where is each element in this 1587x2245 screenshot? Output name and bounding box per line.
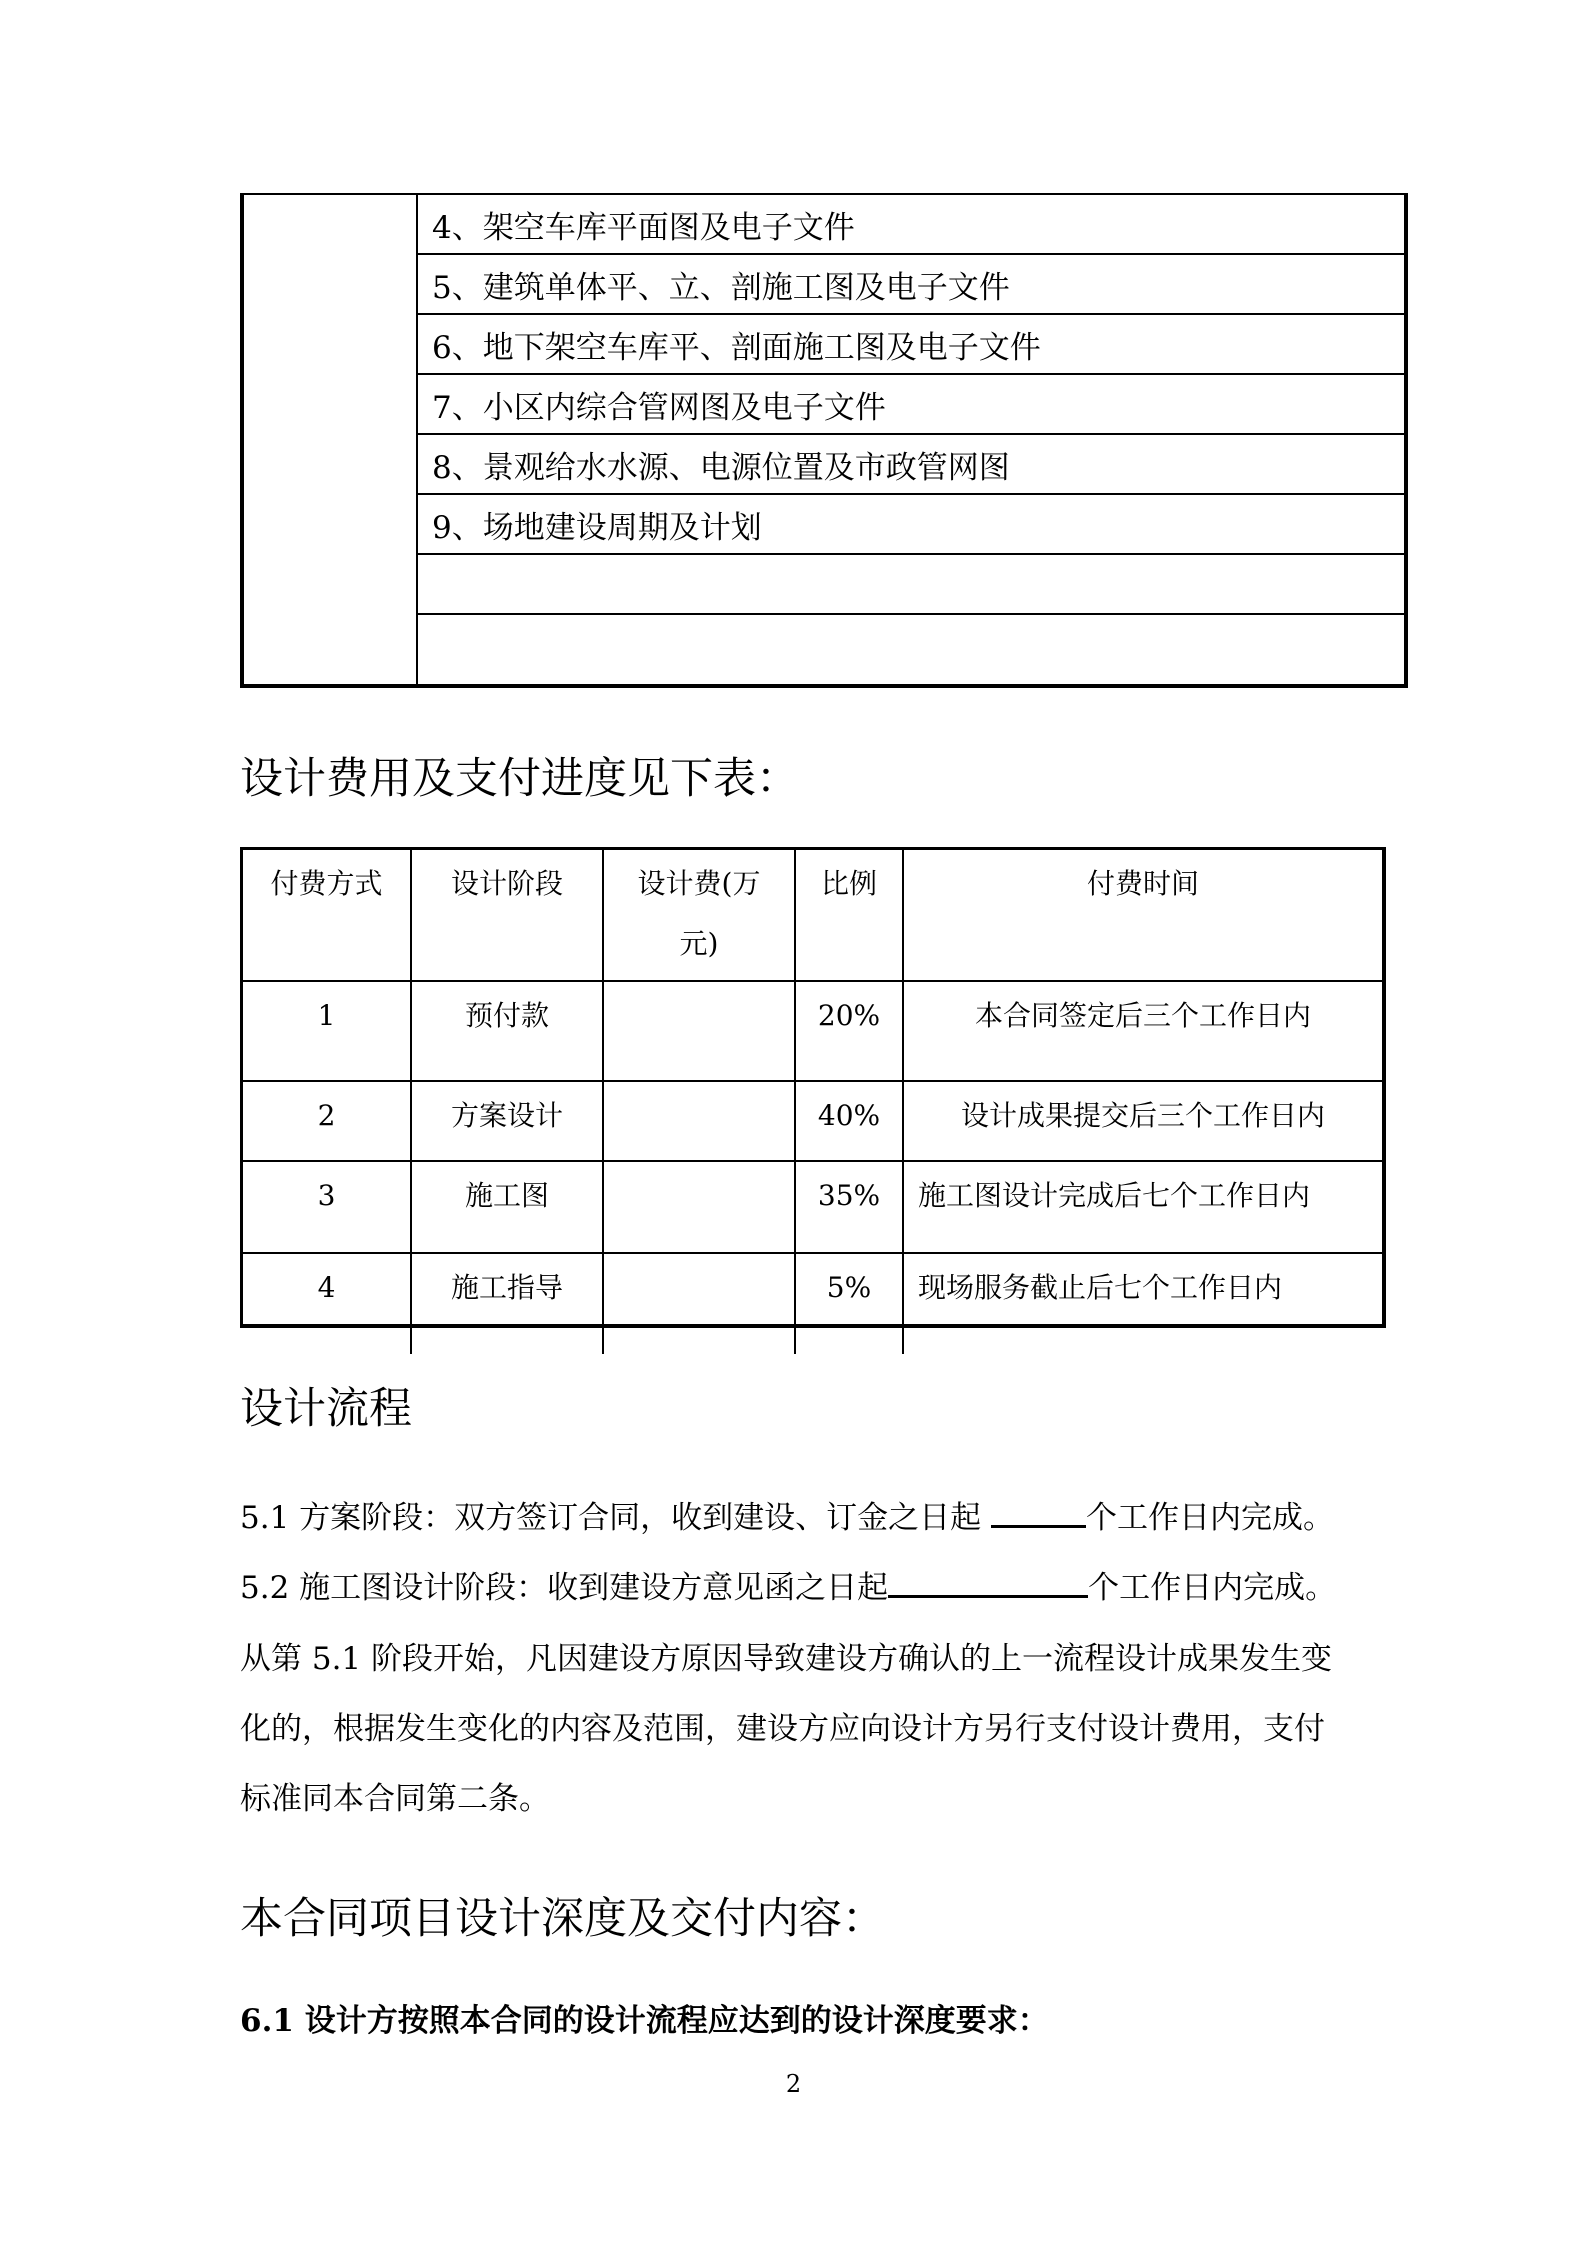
cell-fee: [603, 1161, 795, 1253]
clause-5-2: 5.2 施工图设计阶段：收到建设方意见函之日起 个工作日内完成。: [240, 1560, 1336, 1616]
cell-fee: [603, 1081, 795, 1161]
cell-fee: [603, 981, 795, 1081]
cell-no: 3: [243, 1161, 411, 1253]
header-payment-method: 付费方式: [243, 850, 411, 981]
cell-ratio: 5%: [795, 1253, 903, 1354]
cell-stage: 方案设计: [411, 1081, 603, 1161]
cell-ratio: 40%: [795, 1081, 903, 1161]
header-design-stage: 设计阶段: [411, 850, 603, 981]
cell-no: 2: [243, 1081, 411, 1161]
fee-section-heading: 设计费用及支付进度见下表：: [240, 754, 799, 804]
deliverables-table: [240, 193, 1408, 688]
deliverable-item-empty: [418, 555, 1404, 615]
cell-ratio: 20%: [795, 981, 903, 1081]
cell-stage: 施工指导: [411, 1253, 603, 1354]
cell-no: 4: [243, 1253, 411, 1354]
cell-time: 施工图设计完成后七个工作日内: [903, 1161, 1382, 1253]
deliverable-item: 9、场地建设周期及计划: [418, 495, 1404, 555]
page-number: 2: [785, 2070, 802, 2098]
deliverable-item: 6、地下架空车库平、剖面施工图及电子文件: [418, 315, 1404, 375]
cell-time: 设计成果提交后三个工作日内: [903, 1081, 1382, 1161]
deliverable-item: 4、架空车库平面图及电子文件: [418, 195, 1404, 255]
cell-ratio: 35%: [795, 1161, 903, 1253]
depth-section-heading: 本合同项目设计深度及交付内容：: [240, 1894, 885, 1944]
cell-no: 1: [243, 981, 411, 1081]
blank-days-field[interactable]: [888, 1565, 1088, 1598]
deliverable-item: 7、小区内综合管网图及电子文件: [418, 375, 1404, 435]
process-note-line: 从第 5.1 阶段开始，凡因建设方原因导致建设方确认的上一流程设计成果发生变: [240, 1641, 1333, 1677]
deliverable-item: 8、景观给水水源、电源位置及市政管网图: [418, 435, 1404, 495]
cell-stage: 预付款: [411, 981, 603, 1081]
header-ratio: 比例: [795, 850, 903, 981]
deliverable-item-empty: [418, 615, 1404, 675]
table-row: [243, 981, 1382, 1081]
cell-time: 本合同签定后三个工作日内: [903, 981, 1382, 1081]
deliverable-item: 5、建筑单体平、立、剖施工图及电子文件: [418, 255, 1404, 315]
clause-6-1: 6.1 设计方按照本合同的设计流程应达到的设计深度要求：: [240, 2003, 1049, 2039]
table-row: [243, 1081, 1382, 1161]
header-design-fee: 设计费(万 元): [603, 850, 795, 981]
deliverables-list: [418, 195, 1404, 684]
cell-time: 现场服务截止后七个工作日内: [903, 1253, 1382, 1354]
blank-days-field[interactable]: [991, 1495, 1086, 1528]
process-section-heading: 设计流程: [240, 1384, 412, 1434]
deliverables-label-column: [244, 195, 418, 684]
table-row: [243, 1253, 1382, 1354]
table-row: [243, 1161, 1382, 1253]
fee-schedule-table: [240, 847, 1386, 1328]
header-payment-time: 付费时间: [903, 850, 1382, 981]
process-note-line: 化的，根据发生变化的内容及范围，建设方应向设计方另行支付设计费用，支付: [240, 1711, 1325, 1747]
cell-fee: [603, 1253, 795, 1354]
cell-stage: 施工图: [411, 1161, 603, 1253]
table-header-row: [243, 850, 1382, 981]
process-note-line: 标准同本合同第二条。: [240, 1781, 550, 1817]
clause-5-1: 5.1 方案阶段：双方签订合同，收到建设、订金之日起 个工作日内完成。: [240, 1490, 1334, 1546]
